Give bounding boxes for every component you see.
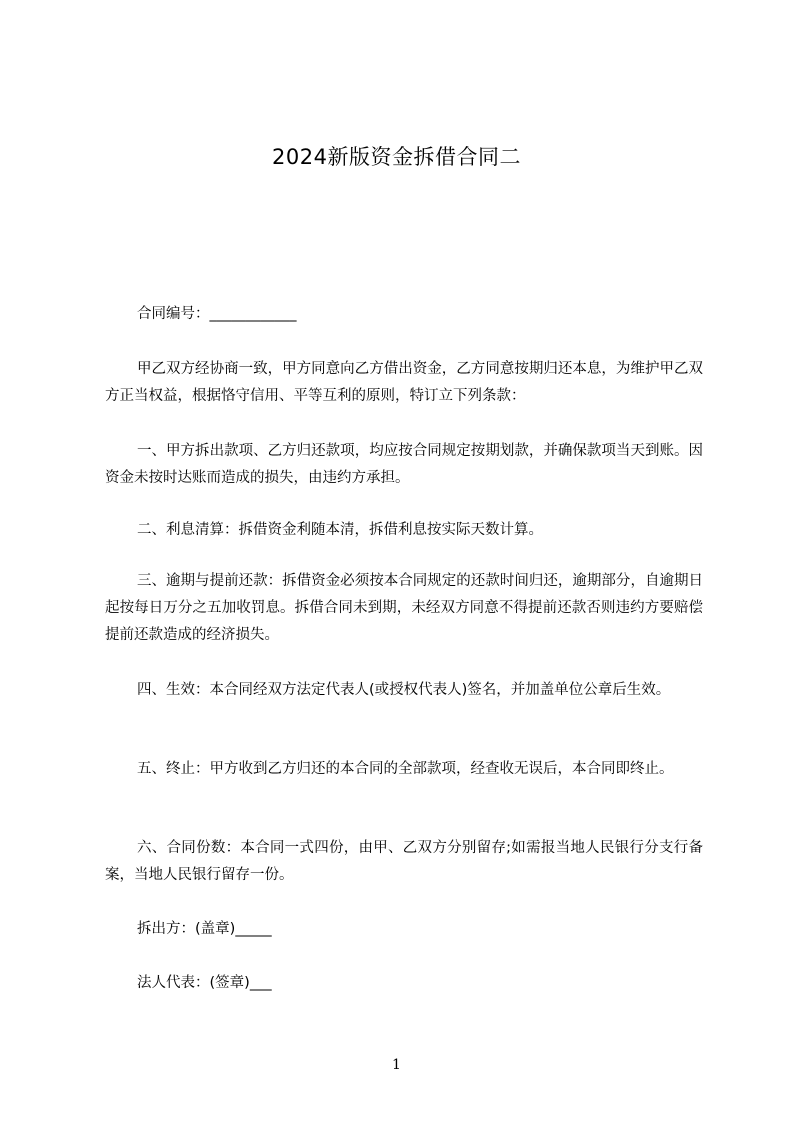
contract-number-line: 合同编号：____________ bbox=[137, 305, 297, 322]
intro-paragraph: 甲乙双方经协商一致，甲方同意向乙方借出资金，乙方同意按期归还本息，为维护甲乙双方正当权益，根据恪守信用、平等互利的原则，特订立下列条款： bbox=[105, 360, 703, 404]
clause-5: 五、终止：甲方收到乙方归还的本合同的全部款项，经查收无误后，本合同即终止。 bbox=[137, 760, 674, 777]
clause-3: 三、逾期与提前还款：拆借资金必须按本合同规定的还款时间归还，逾期部分，自逾期日起按每日万分之五加收罚息。拆借合同未到期，未经双方同意不得提前还款否则违约方要赔偿提前还款造成的经济损失。 bbox=[105, 572, 703, 643]
page-number: 1 bbox=[392, 1057, 401, 1073]
lender-signature-line: 拆出方：(盖章)_____ bbox=[137, 920, 272, 937]
clause-1: 一、甲方拆出款项、乙方归还款项，均应按合同规定按期划款，并确保款项当天到账。因资金未按时达账而造成的损失，由违约方承担。 bbox=[105, 442, 703, 486]
clause-4: 四、生效：本合同经双方法定代表人(或授权代表人)签名，并加盖单位公章后生效。 bbox=[137, 681, 671, 698]
clause-6: 六、合同份数：本合同一式四份，由甲、乙双方分别留存;如需报当地人民银行分支行备案，当地人民银行留存一份。 bbox=[105, 839, 703, 883]
legal-rep-signature-line: 法人代表：(签章)___ bbox=[137, 974, 272, 991]
document-title: 2024新版资金拆借合同二 bbox=[272, 145, 521, 169]
clause-2: 二、利息清算：拆借资金利随本清，拆借利息按实际天数计算。 bbox=[137, 521, 543, 538]
